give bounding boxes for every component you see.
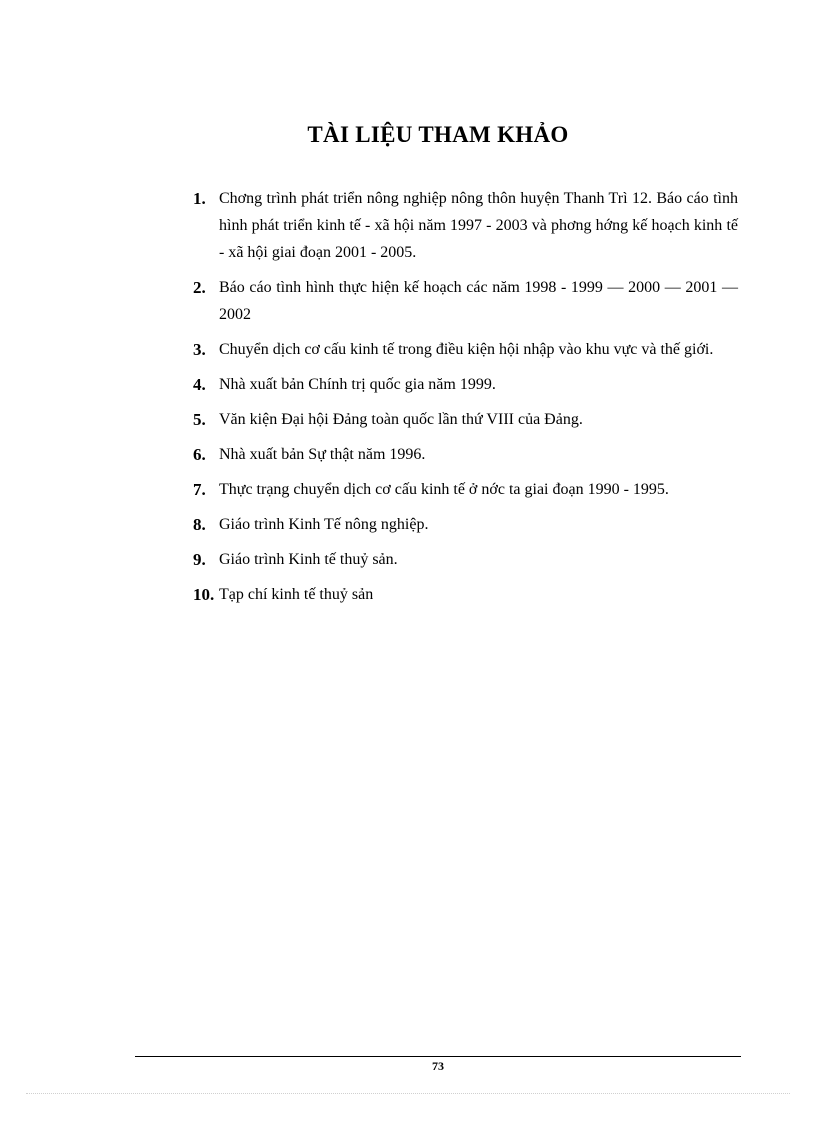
reference-number: 4. [193, 375, 206, 394]
reference-number: 5. [193, 410, 206, 429]
reference-item [193, 406, 738, 433]
reference-number: 3. [193, 340, 206, 359]
reference-item [193, 476, 738, 503]
reference-text: Chuyển dịch cơ cấu kinh tế trong điều kiện hội nhập vào khu vực và thế giới. [219, 341, 714, 358]
page-edge-divider [26, 1093, 790, 1094]
reference-item [193, 336, 738, 363]
reference-text: Nhà xuất bản Chính trị quốc gia năm 1999. [219, 376, 496, 393]
reference-number: 9. [193, 550, 206, 569]
reference-number: 2. [193, 278, 206, 297]
reference-text: Giáo trình Kinh tế thuỷ sản. [219, 551, 398, 568]
reference-number: 1. [193, 189, 206, 208]
reference-number: 8. [193, 515, 206, 534]
reference-number: 6. [193, 445, 206, 464]
reference-item [193, 441, 738, 468]
reference-item [193, 546, 738, 573]
page-number: 73 [432, 1059, 444, 1073]
reference-text: Tạp chí kinh tế thuỷ sản [219, 586, 374, 603]
reference-text: Giáo trình Kinh Tế nông nghiệp. [219, 516, 429, 533]
reference-text: Nhà xuất bản Sự thật năm 1996. [219, 446, 426, 463]
reference-number: 10. [193, 585, 215, 604]
reference-list [193, 185, 738, 616]
reference-text: Văn kiện Đại hội Đảng toàn quốc lần thứ VIII của Đảng. [219, 411, 583, 428]
reference-item [193, 274, 738, 328]
reference-text: Báo cáo tình hình thực hiện kế hoạch các năm 1998 - 1999 — 2000 — 2001 — 2002 [219, 279, 738, 323]
reference-item [193, 185, 738, 266]
reference-item [193, 511, 738, 538]
reference-text: Chơng trình phát triển nông nghiệp nông thôn huyện Thanh Trì 12. Báo cáo tình hình phát triển kinh tế - xã hội năm 1997 - 2003 và phơng hớng kế hoạch kinh tế - xã hội giai đoạn 2001 - 2005. [219, 190, 738, 261]
footer-divider [135, 1056, 741, 1057]
reference-item [193, 371, 738, 398]
reference-text: Thực trạng chuyển dịch cơ cấu kinh tế ở nớc ta giai đoạn 1990 - 1995. [219, 481, 669, 498]
reference-number: 7. [193, 480, 206, 499]
reference-item [193, 581, 738, 608]
page-title: TÀI LIỆU THAM KHẢO [307, 122, 569, 147]
